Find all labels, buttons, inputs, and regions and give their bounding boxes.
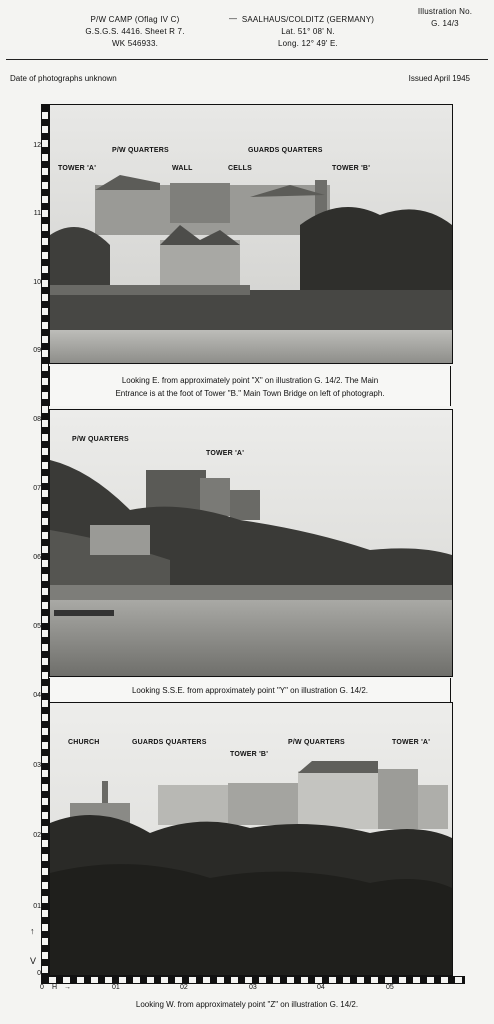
photo-sse-image	[50, 410, 452, 676]
photo-east-view	[49, 104, 453, 364]
label-tower-a: TOWER 'A'	[392, 739, 431, 746]
h-tick-0: 0	[40, 984, 44, 991]
h-tick-05: 05	[386, 984, 394, 991]
v-tick-06: 06	[33, 554, 41, 561]
grid-ref: WK 546933.	[111, 39, 159, 48]
label-church: CHURCH	[68, 739, 100, 746]
h-tick-01: 01	[112, 984, 120, 991]
v-tick-0: 0	[37, 970, 41, 977]
v-tick-05: 05	[33, 623, 41, 630]
v-tick-01: 01	[33, 903, 41, 910]
camp-block	[70, 14, 200, 50]
label-tower-a: TOWER 'A'	[58, 165, 97, 172]
v-tick-09: 09	[33, 347, 41, 354]
document-header	[0, 0, 494, 60]
header-rule	[6, 59, 488, 60]
photo-west-view	[49, 702, 453, 976]
label-cells: CELLS	[228, 165, 252, 172]
longitude: Long. 12° 49' E.	[278, 39, 338, 48]
h-tick-02: 02	[180, 984, 188, 991]
issued-date: Issued April 1945	[408, 74, 470, 83]
v-tick-03: 03	[33, 762, 41, 769]
caption-east	[49, 366, 451, 406]
map-sheet: G.S.G.S. 4416. Sheet R 7.	[85, 27, 185, 36]
camp-name: P/W CAMP (Oflag IV C)	[90, 15, 180, 24]
label-tower-b: TOWER 'B'	[332, 165, 371, 172]
v-tick-02: 02	[33, 832, 41, 839]
illustration-block	[400, 6, 490, 30]
caption-west: Looking W. from approximately point "Z" on illustration G. 14/2.	[135, 1000, 359, 1009]
illustration-number: G. 14/3	[431, 19, 459, 28]
h-tick-03: 03	[249, 984, 257, 991]
v-tick-12: 12	[33, 142, 41, 149]
latitude: Lat. 51° 08' N.	[281, 27, 335, 36]
h-tick-04: 04	[317, 984, 325, 991]
vertical-scale-bar	[41, 104, 49, 984]
v-tick-07: 07	[33, 485, 41, 492]
photo-frame	[30, 104, 470, 991]
label-wall: WALL	[172, 165, 193, 172]
h-axis-letter: H	[52, 984, 58, 991]
label-guards-quarters: GUARDS QUARTERS	[132, 739, 207, 746]
v-axis-letter: V	[30, 956, 37, 966]
date-note: Date of photographs unknown	[10, 74, 117, 83]
v-tick-11: 11	[33, 210, 41, 217]
caption-east-line1: Looking E. from approximately point "X" on illustration G. 14/2. The Main	[121, 376, 379, 385]
label-pw-quarters: P/W QUARTERS	[288, 739, 345, 746]
photo-east-image	[50, 105, 452, 363]
label-pw-quarters: P/W QUARTERS	[72, 436, 129, 443]
header-dash: —	[229, 14, 237, 23]
horizontal-scale-bar	[41, 976, 465, 984]
caption-east-line2: Entrance is at the foot of Tower "B." Main Town Bridge on left of photograph.	[115, 389, 385, 398]
v-tick-08: 08	[33, 416, 41, 423]
label-tower-a: TOWER 'A'	[206, 450, 245, 457]
photo-sse-view	[49, 409, 453, 677]
illustration-label: Illustration No.	[417, 7, 473, 16]
v-arrow-icon: ↑	[30, 926, 35, 936]
label-guards-quarters: GUARDS QUARTERS	[248, 147, 323, 154]
v-tick-04: 04	[33, 692, 41, 699]
location-block	[238, 14, 378, 50]
label-tower-b: TOWER 'B'	[230, 751, 269, 758]
h-arrow-icon: →	[64, 984, 71, 991]
v-tick-10: 10	[33, 279, 41, 286]
label-pw-quarters: P/W QUARTERS	[112, 147, 169, 154]
place-name: SAALHAUS/COLDITZ (GERMANY)	[241, 15, 375, 24]
caption-sse: Looking S.S.E. from approximately point "Y" on illustration G. 14/2.	[49, 678, 451, 702]
